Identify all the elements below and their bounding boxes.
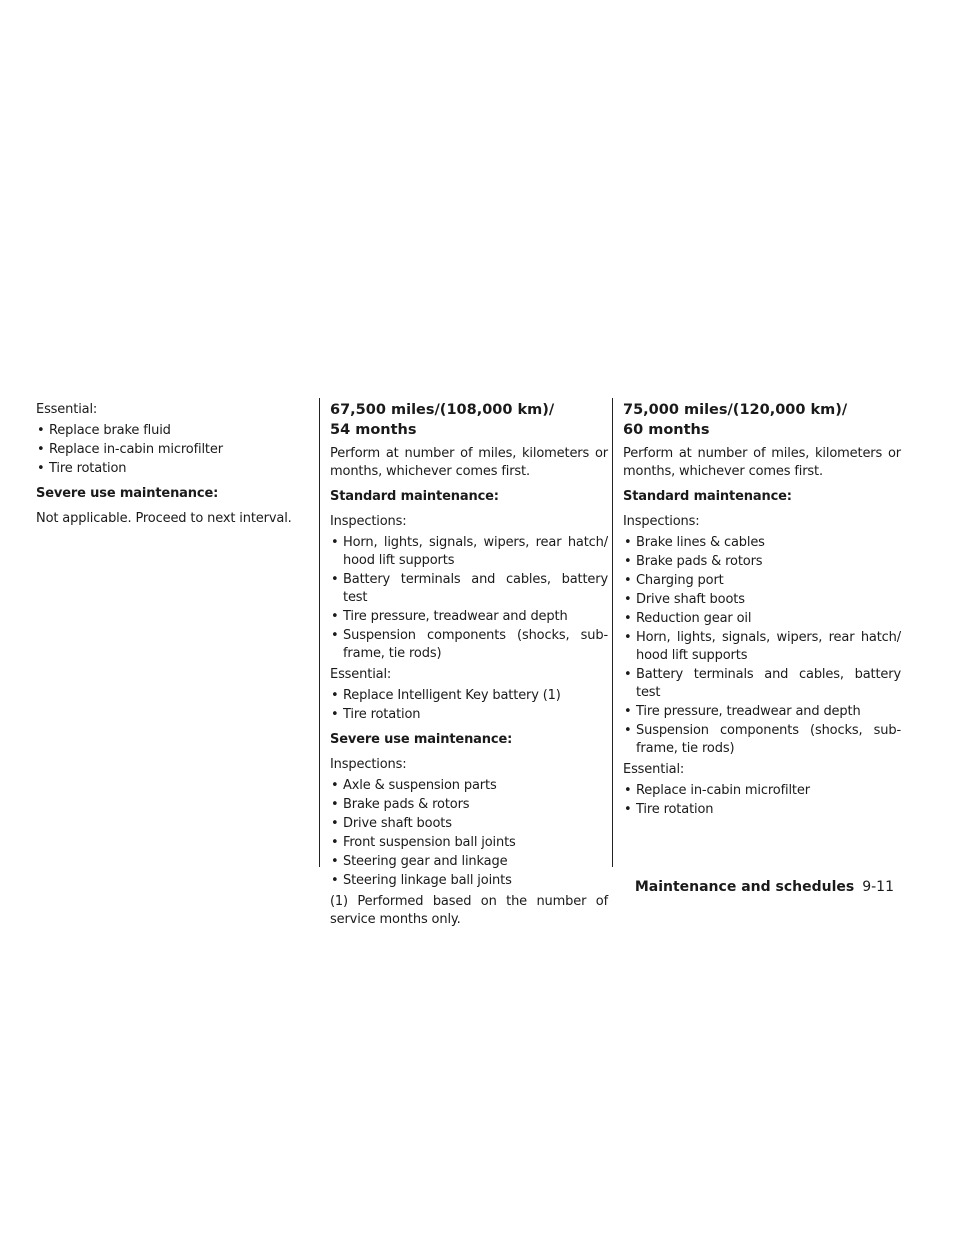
list-item: • Tire pressure, treadwear and depth [624, 704, 861, 719]
column-divider [319, 398, 320, 867]
list-item: • Drive shaft boots [624, 592, 745, 607]
column-divider [612, 398, 613, 867]
essential-list [623, 782, 901, 819]
bullet: • [37, 423, 45, 438]
page-footer [635, 877, 894, 897]
list-item: • Brake pads & rotors [331, 797, 470, 812]
list-item: • Steering gear and linkage [331, 854, 508, 869]
severe-list [330, 777, 608, 890]
column-1 [36, 401, 314, 531]
list-item: • Replace Intelligent Key battery (1) [331, 688, 561, 703]
essential-label: Essential: [36, 402, 98, 417]
list-item: • Suspension components (shocks, sub-frame, tie rods) [624, 723, 901, 756]
inspections-label: Inspections: [330, 514, 407, 529]
list-item: • Battery terminals and cables, battery test [331, 572, 608, 605]
essential-list [36, 422, 314, 478]
list-item: • Axle & suspension parts [331, 778, 497, 793]
list-item: • Suspension components (shocks, sub-frame, tie rods) [331, 628, 608, 661]
list-item: • Replace in-cabin microfilter [624, 783, 810, 798]
list-item: • Tire pressure, treadwear and depth [331, 609, 568, 624]
severe-text: Not applicable. Proceed to next interval. [36, 511, 292, 526]
inspection-list [623, 534, 901, 758]
column-3 [623, 400, 901, 822]
column-2 [330, 400, 608, 932]
list-item: • Tire rotation [37, 461, 127, 476]
list-item: • Reduction gear oil [624, 611, 752, 626]
severe-heading: Severe use maintenance: [330, 732, 513, 747]
interval-intro: Perform at number of miles, kilometers or months, whichever comes first. [330, 446, 608, 479]
essential-label: Essential: [330, 667, 392, 682]
severe-inspections-label: Inspections: [330, 757, 407, 772]
standard-heading: Standard maintenance: [330, 489, 499, 504]
essential-label: Essential: [623, 762, 685, 777]
bullet: • [37, 461, 45, 476]
essential-list [330, 687, 608, 724]
list-item: • Charging port [624, 573, 724, 588]
severe-heading: Severe use maintenance: [36, 486, 219, 501]
interval-heading: 75,000 miles/(120,000 km)/ 60 months [623, 402, 848, 438]
list-item: • Steering linkage ball joints [331, 873, 512, 888]
footnote: (1) Performed based on the number of service months only. [330, 894, 608, 927]
list-item: • Brake pads & rotors [624, 554, 763, 569]
interval-heading: 67,500 miles/(108,000 km)/ 54 months [330, 402, 555, 438]
inspections-label: Inspections: [623, 514, 700, 529]
page-number: 9-11 [862, 879, 894, 895]
list-item: • Brake lines & cables [624, 535, 765, 550]
interval-intro: Perform at number of miles, kilometers or months, whichever comes first. [623, 446, 901, 479]
list-item: • Horn, lights, signals, wipers, rear hatch/ hood lift supports [624, 630, 901, 663]
bullet: • [37, 442, 45, 457]
inspection-list [330, 534, 608, 663]
list-item: • Replace brake fluid [37, 423, 171, 438]
section-title: Maintenance and schedules [634, 879, 855, 895]
list-item: • Horn, lights, signals, wipers, rear hatch/ hood lift supports [331, 535, 608, 568]
list-item: • Drive shaft boots [331, 816, 452, 831]
list-item: • Battery terminals and cables, battery test [624, 667, 901, 700]
list-item: • Replace in-cabin microfilter [37, 442, 223, 457]
list-item: • Tire rotation [331, 707, 421, 722]
list-item: • Tire rotation [624, 802, 714, 817]
standard-heading: Standard maintenance: [623, 489, 792, 504]
list-item: • Front suspension ball joints [331, 835, 516, 850]
